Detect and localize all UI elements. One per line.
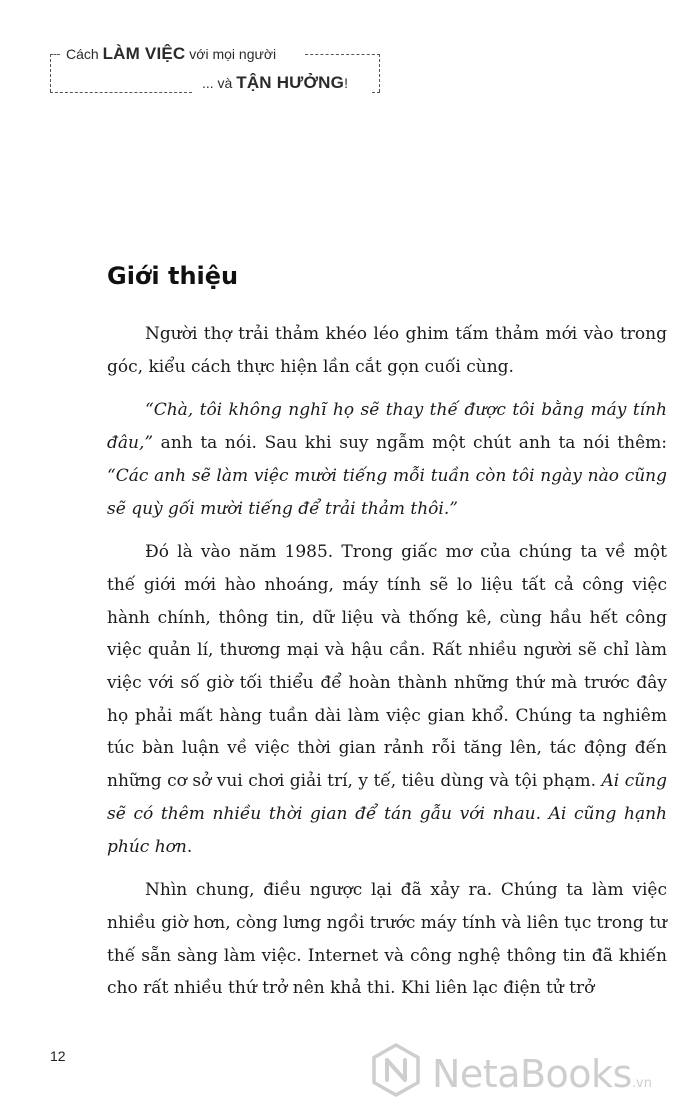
header-line2-prefix: ... và bbox=[202, 75, 237, 91]
watermark bbox=[368, 1040, 698, 1100]
header-line1-prefix: Cách bbox=[66, 46, 103, 62]
watermark-text bbox=[432, 1052, 652, 1096]
paragraph-3-italic: Ai cũng sẽ có thêm nhiều thời gian để tán gẫu với nhau. Ai cũng hạnh phúc hơn bbox=[107, 771, 667, 857]
paragraph-2-quote-a: “Chà, tôi không nghĩ họ sẽ thay thế được tôi bằng máy tính đâu,” bbox=[107, 400, 667, 454]
page-number: 12 bbox=[50, 1048, 66, 1064]
header-border-top-right bbox=[305, 54, 380, 55]
body-text bbox=[107, 318, 667, 1016]
header-border-top-left bbox=[50, 54, 60, 55]
header-border-bottom-right bbox=[372, 92, 380, 93]
running-header bbox=[50, 44, 380, 94]
paragraph-3-text: Đó là vào năm 1985. Trong giấc mơ của chúng ta về một thế giới mới hào nhoáng, máy tính sẽ lo liệu tất cả công việc hành chính, thông tin, dữ liệu và thống kê, cùng hầu hết công việc quản lí, thương mại và hậu cần. Rất nhiều người sẽ chỉ làm việc với số giờ tối thiểu để hoàn thành những thứ mà trước đây họ phải mất hàng tuần dài làm việc gian khổ. Chúng ta nghiêm túc bàn luận về việc thời gian rảnh rỗi tăng lên, tác động đến những cơ sở vui chơi giải trí, y tế, tiêu dùng và tội phạm. bbox=[107, 542, 667, 792]
paragraph-4: Nhìn chung, điều ngược lại đã xảy ra. Chúng ta làm việc nhiều giờ hơn, còng lưng ngồi trước máy tính và liên tục trong tư thế sẵn sàng làm việc. Internet và công nghệ thông tin đã khiến cho rất nhiều thứ trở nên khả thi. Khi liên lạc điện tử trở bbox=[107, 880, 667, 999]
chapter-title: Giới thiệu bbox=[107, 262, 239, 290]
paragraph-2-text: anh ta nói. Sau khi suy ngẫm một chút anh ta nói thêm: bbox=[153, 433, 667, 454]
header-line1-suffix: với mọi người bbox=[185, 46, 277, 62]
header-border-left bbox=[50, 54, 51, 92]
header-border-bottom-left bbox=[50, 92, 192, 93]
netabooks-logo-icon bbox=[368, 1042, 424, 1098]
paragraph-3-end: . bbox=[186, 836, 193, 857]
paragraph-3 bbox=[107, 536, 667, 863]
header-line2-caps: TẬN HƯỞNG bbox=[236, 73, 345, 92]
header-line-2 bbox=[200, 73, 350, 93]
header-line-1 bbox=[64, 44, 278, 64]
header-border-right bbox=[379, 54, 380, 92]
paragraph-2-quote-b: “Các anh sẽ làm việc mười tiếng mỗi tuần còn tôi ngày nào cũng sẽ quỳ gối mười tiếng để trải thảm thôi.” bbox=[107, 465, 667, 519]
watermark-brand: NetaBooks bbox=[432, 1052, 632, 1096]
header-line1-caps: LÀM VIỆC bbox=[102, 44, 186, 63]
paragraph-1: Người thợ trải thảm khéo léo ghim tấm thảm mới vào trong góc, kiểu cách thực hiện lần cắt gọn cuối cùng. bbox=[107, 324, 667, 377]
header-line2-suffix: ! bbox=[344, 75, 348, 91]
paragraph-2 bbox=[107, 394, 667, 525]
watermark-suffix: .vn bbox=[631, 1076, 652, 1091]
